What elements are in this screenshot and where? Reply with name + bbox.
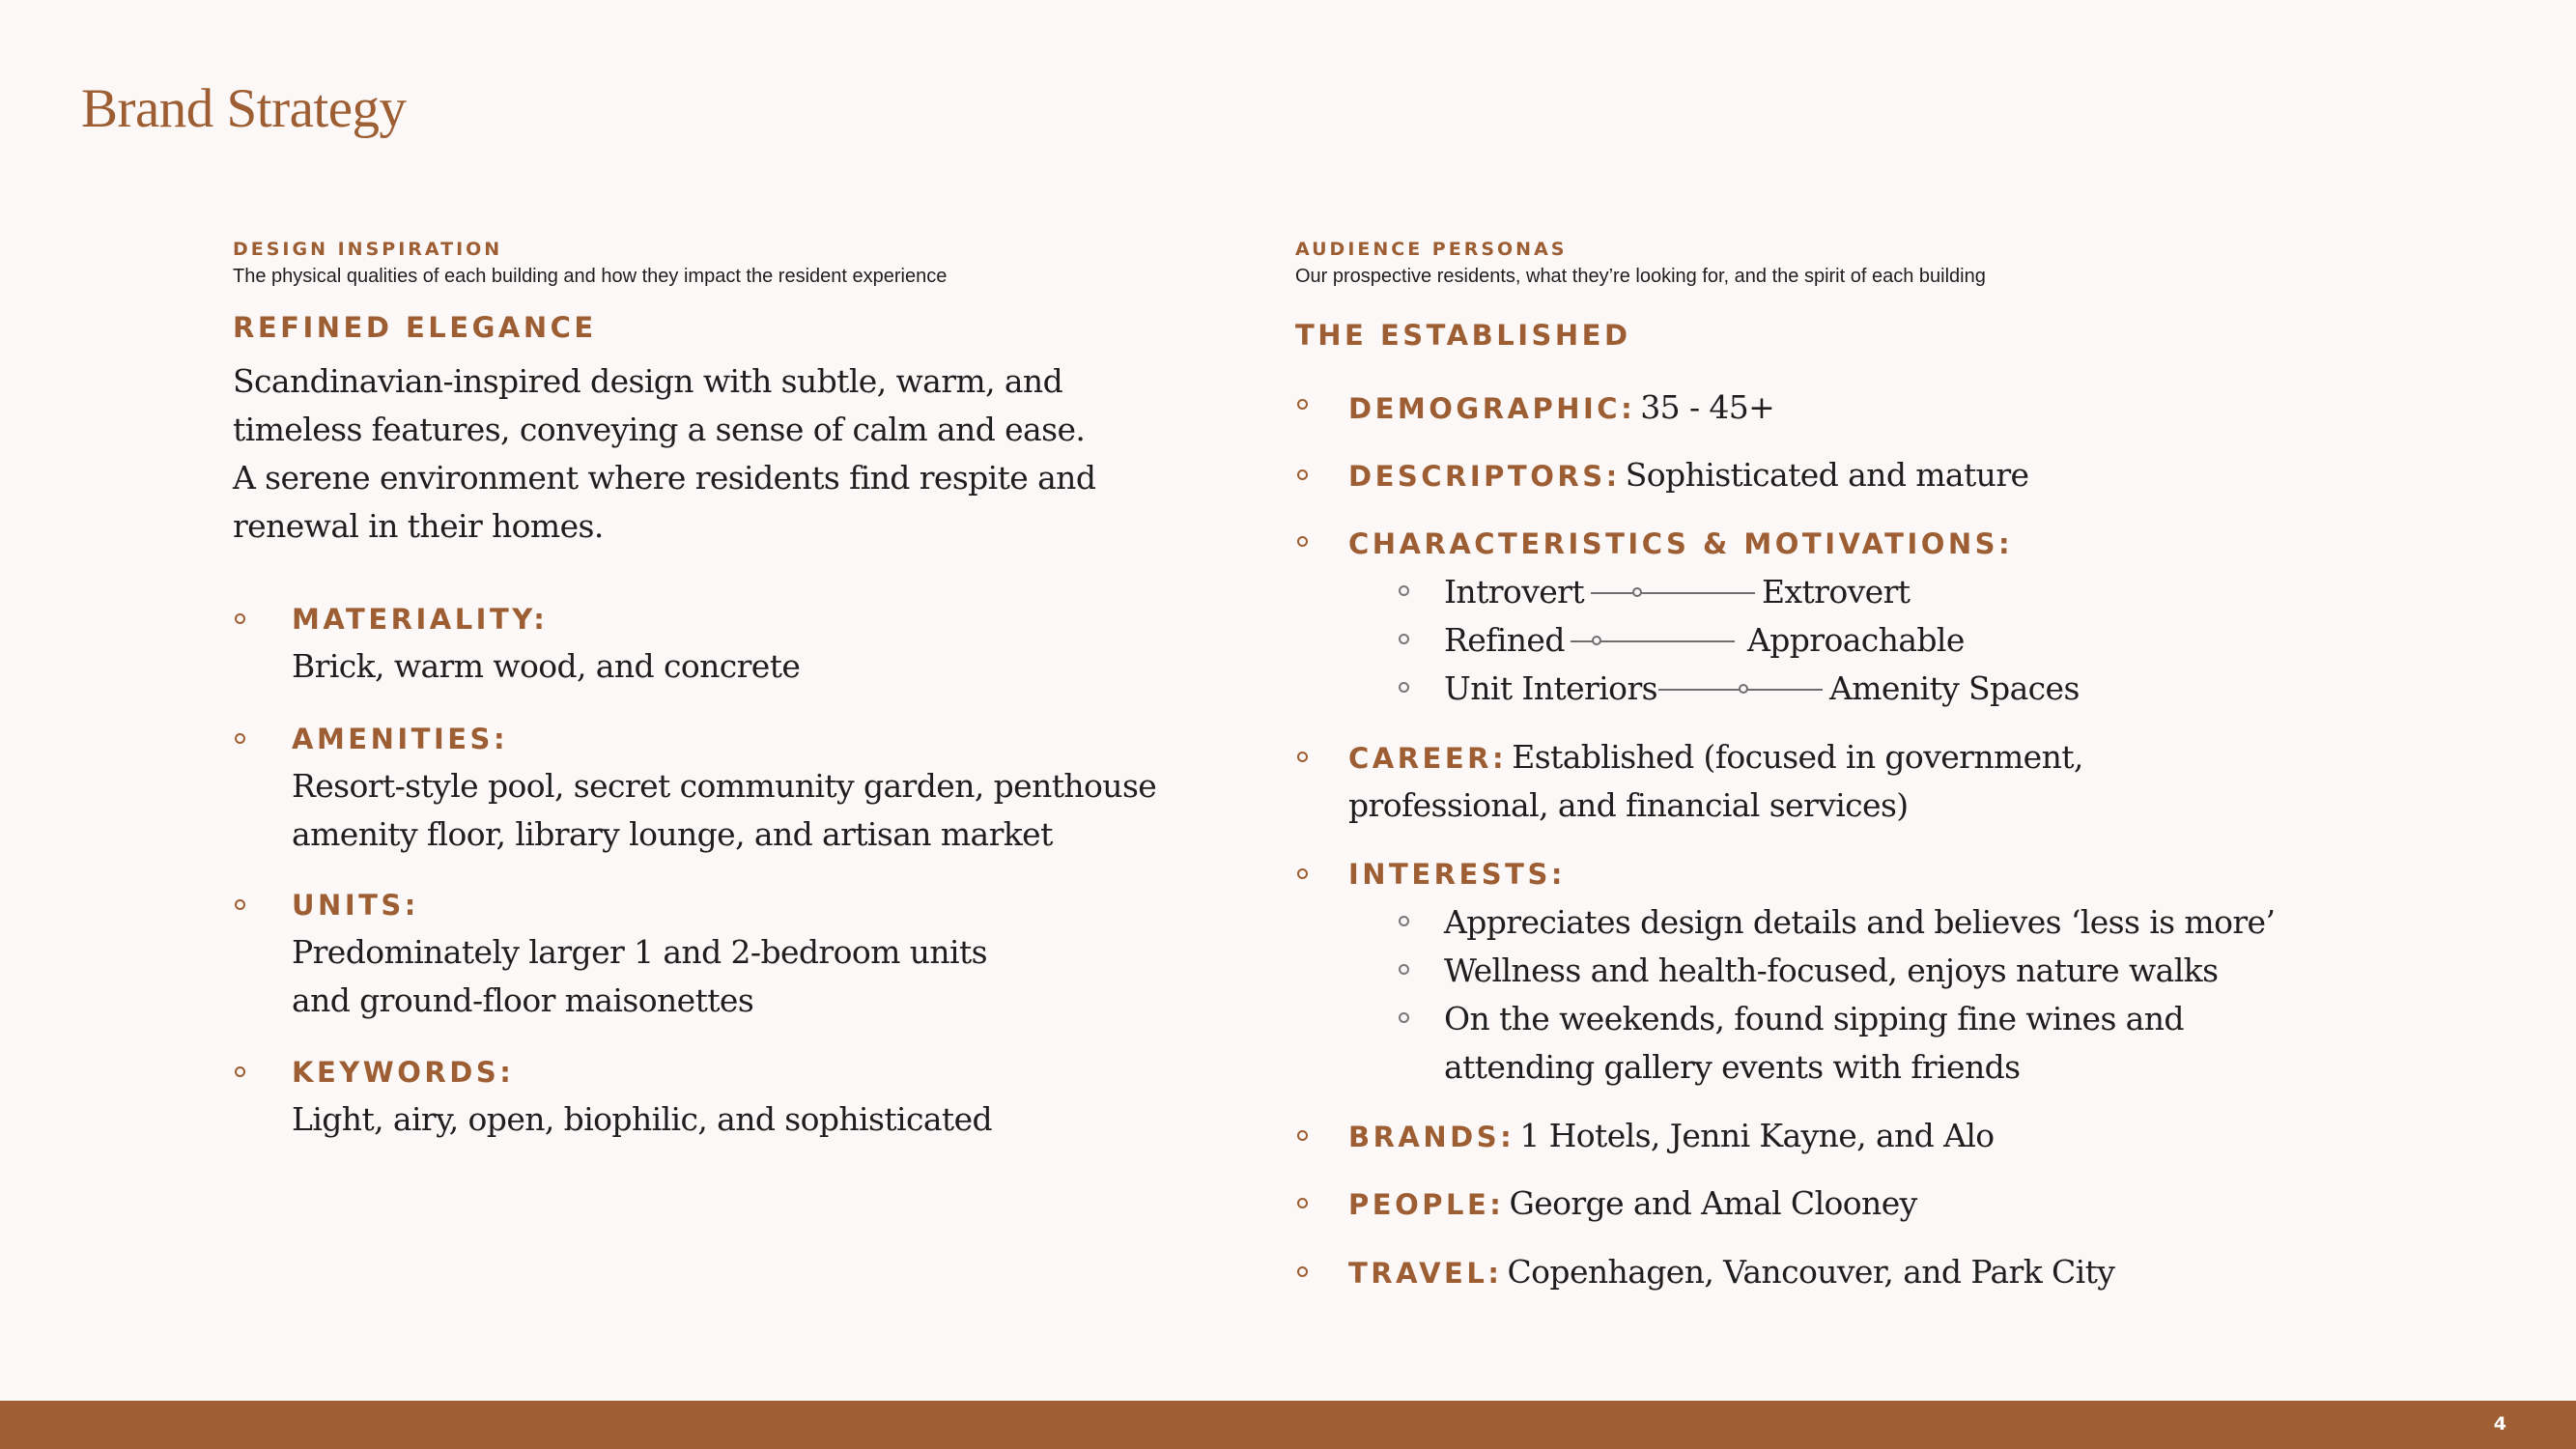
slider-right-label: Extrovert xyxy=(1762,573,1911,611)
bullet-icon xyxy=(1297,536,1308,547)
sub-bullet-icon xyxy=(1399,916,1409,926)
sub-bullet-icon xyxy=(1399,964,1409,975)
value-amenities-line-2: amenity floor, library lounge, and artisan market xyxy=(292,815,1053,853)
bullet-icon xyxy=(1297,1266,1308,1277)
slider-left-label: Introvert xyxy=(1444,573,1585,611)
section-label-audience-personas: AUDIENCE PERSONAS xyxy=(1295,239,1568,260)
description-line: timeless features, conveying a sense of calm and ease. xyxy=(233,411,1086,448)
value-career-line-1: Established (focused in government, xyxy=(1512,738,2083,776)
value-units-line-1: Predominately larger 1 and 2-bedroom units xyxy=(292,933,987,971)
slider-knob xyxy=(1739,684,1748,694)
key-brands: BRANDS: xyxy=(1348,1121,1515,1153)
design-inspiration-column xyxy=(233,236,1199,1138)
slider-right-label: Approachable xyxy=(1747,621,1965,659)
section-subtitle-audience-personas: Our prospective residents, what they’re looking for, and the spirit of each building xyxy=(1295,266,1986,287)
sub-bullet-icon xyxy=(1399,634,1409,644)
value-career-line-2: professional, and financial services) xyxy=(1348,786,1909,824)
key-demographic: DEMOGRAPHIC: xyxy=(1348,392,1636,425)
description-line: A serene environment where residents find respite and xyxy=(233,459,1096,497)
bullet-icon xyxy=(1297,1198,1308,1208)
sub-bullet-icon xyxy=(1399,1012,1409,1023)
value-people: George and Amal Clooney xyxy=(1509,1184,1917,1222)
key-characteristics: CHARACTERISTICS & MOTIVATIONS: xyxy=(1348,527,2014,560)
page-title: Brand Strategy xyxy=(81,78,407,139)
key-materiality: MATERIALITY: xyxy=(292,603,549,636)
bullet-icon xyxy=(1297,399,1308,410)
section-subtitle-design-inspiration: The physical qualities of each building and how they impact the resident experience xyxy=(233,266,948,287)
heading-the-established: THE ESTABLISHED xyxy=(1295,319,1631,352)
section-label-design-inspiration: DESIGN INSPIRATION xyxy=(233,239,503,260)
interest-item: Appreciates design details and believes ‘less is more’ xyxy=(1444,903,2276,941)
bullet-icon xyxy=(1297,752,1308,762)
value-brands: 1 Hotels, Jenni Kayne, and Alo xyxy=(1519,1117,1995,1154)
heading-refined-elegance: REFINED ELEGANCE xyxy=(233,311,597,344)
sub-bullet-icon xyxy=(1399,682,1409,693)
interest-item: Wellness and health-focused, enjoys nature walks xyxy=(1444,952,2219,989)
interest-item-continued: attending gallery events with friends xyxy=(1444,1048,2021,1086)
value-descriptors: Sophisticated and mature xyxy=(1625,456,2029,494)
bullet-icon xyxy=(235,1066,245,1077)
slider-knob xyxy=(1592,636,1601,645)
value-keywords: Light, airy, open, biophilic, and sophisticated xyxy=(292,1100,993,1138)
value-units-line-2: and ground-floor maisonettes xyxy=(292,981,754,1019)
value-travel: Copenhagen, Vancouver, and Park City xyxy=(1507,1253,2115,1291)
value-demographic: 35 - 45+ xyxy=(1640,388,1775,426)
value-amenities-line-1: Resort-style pool, secret community garden, penthouse xyxy=(292,767,1157,805)
key-career: CAREER: xyxy=(1348,742,1508,775)
key-interests: INTERESTS: xyxy=(1348,858,1566,891)
page-number: 4 xyxy=(2493,1413,2506,1435)
key-amenities: AMENITIES: xyxy=(292,723,509,755)
key-units: UNITS: xyxy=(292,889,419,922)
value-materiality: Brick, warm wood, and concrete xyxy=(292,647,801,685)
description-line: renewal in their homes. xyxy=(233,507,604,545)
slider-left-label: Unit Interiors xyxy=(1444,669,1657,707)
bullet-icon xyxy=(235,613,245,624)
bullet-icon xyxy=(235,733,245,744)
interest-item: On the weekends, found sipping fine wines and xyxy=(1444,1000,2184,1037)
audience-personas-column xyxy=(1295,236,2276,1291)
bullet-icon xyxy=(1297,469,1308,480)
key-travel: TRAVEL: xyxy=(1348,1257,1503,1290)
key-people: PEOPLE: xyxy=(1348,1188,1505,1221)
slider-left-label: Refined xyxy=(1444,621,1565,659)
key-keywords: KEYWORDS: xyxy=(292,1056,515,1089)
slider-knob xyxy=(1632,587,1642,597)
bullet-icon xyxy=(1297,1130,1308,1141)
bullet-icon xyxy=(235,899,245,910)
description-line: Scandinavian-inspired design with subtle, warm, and xyxy=(233,362,1063,400)
sub-bullet-icon xyxy=(1399,585,1409,596)
bullet-icon xyxy=(1297,868,1308,879)
slider-right-label: Amenity Spaces xyxy=(1829,669,2080,707)
refined-elegance-description xyxy=(233,357,1199,551)
slider-track xyxy=(1591,592,1755,594)
footer-bar xyxy=(0,1401,2576,1449)
key-descriptors: DESCRIPTORS: xyxy=(1348,460,1621,493)
